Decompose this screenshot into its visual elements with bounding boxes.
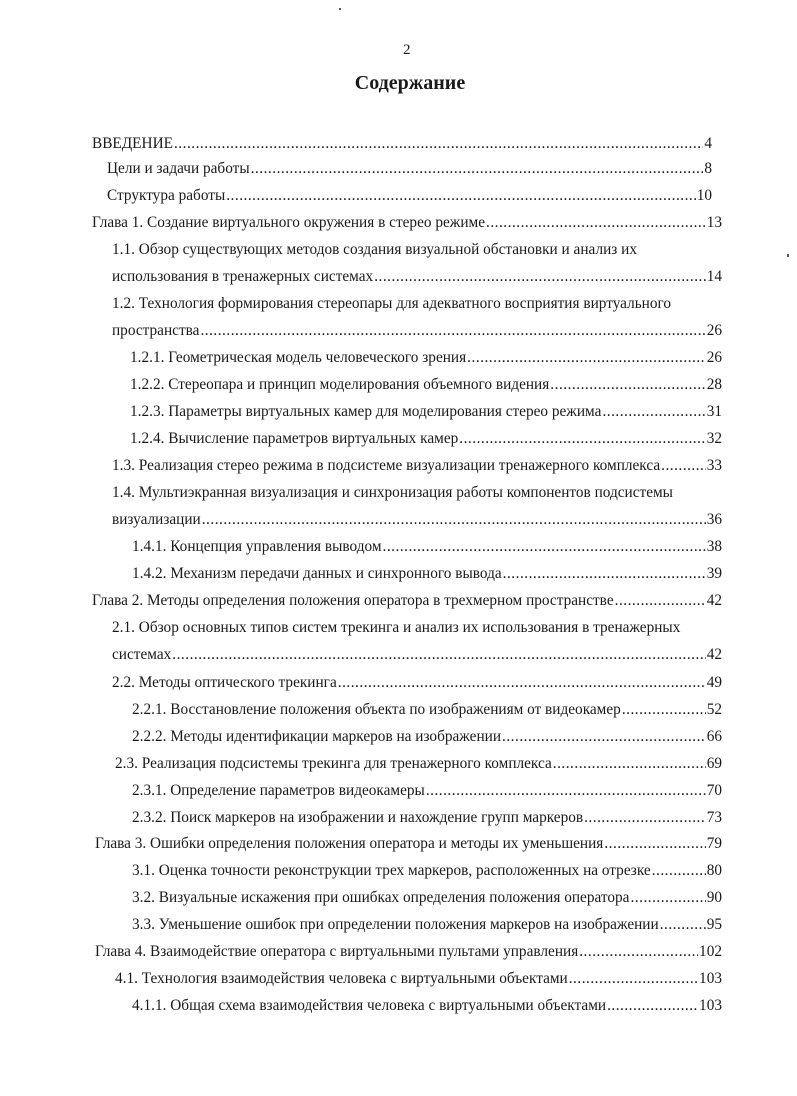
toc-entry-page: 28 [706, 376, 722, 393]
toc-entry[interactable] [95, 942, 722, 962]
toc-entry-page: 69 [706, 755, 722, 772]
toc-entry-page: 103 [699, 997, 722, 1014]
toc-entry-page: 49 [706, 674, 722, 691]
toc-entry-page: 79 [706, 835, 722, 852]
toc-entry[interactable] [132, 700, 722, 720]
toc-entry-title: 3.1. Оценка точности реконструкции трех маркеров, расположенных на отрезке [132, 862, 651, 879]
dot-leader [459, 429, 705, 449]
toc-entry-page: 31 [706, 403, 722, 420]
toc-entry[interactable] [112, 267, 722, 287]
toc-entry[interactable] [112, 321, 722, 341]
dot-leader [615, 591, 706, 611]
toc-entry[interactable] [130, 375, 722, 395]
toc-entry-title: Глава 3. Ошибки определения положения оператора и методы их уменьшения [95, 835, 604, 852]
toc-entry-page: 73 [706, 809, 722, 826]
toc-entry-page: 10 [696, 187, 712, 204]
toc-entry[interactable] [132, 727, 722, 747]
dot-leader [607, 996, 698, 1016]
toc-entry[interactable] [107, 159, 712, 179]
dot-leader [172, 645, 705, 665]
toc-entry-title: 1.4. Мультиэкранная визуализация и синхронизация работы компонентов подсистемы [112, 484, 673, 501]
toc-entry[interactable] [115, 969, 722, 989]
toc-entry-title: 1.3. Реализация стерео режима в подсистеме визуализации тренажерного комплекса [112, 457, 661, 474]
dot-leader [338, 673, 706, 693]
toc-entry-title-continuation: использования в тренажерных системах [112, 268, 374, 285]
toc-entry[interactable] [92, 134, 712, 154]
toc-entry-page: 36 [706, 511, 722, 528]
dot-leader [579, 942, 698, 962]
toc-entry-page: 102 [699, 943, 722, 960]
toc-entry-title: 2.2. Методы оптического трекинга [112, 674, 337, 691]
toc-entry-title: Глава 1. Создание виртуального окружения в стерео режиме [92, 214, 485, 231]
toc-entry-page: 4 [704, 135, 712, 152]
toc-entry-title: 3.3. Уменьшение ошибок при определении положения маркеров на изображении [132, 916, 659, 933]
dot-leader [630, 888, 705, 908]
dot-leader [486, 213, 706, 233]
dot-leader [383, 537, 706, 557]
toc-entry-page: 32 [706, 430, 722, 447]
toc-entry-title: 1.2.1. Геометрическая модель человеческого зрения [130, 349, 467, 366]
toc-entry[interactable] [115, 754, 722, 774]
dot-leader [622, 700, 706, 720]
toc-entry[interactable] [112, 294, 722, 314]
page-title: Содержание [354, 72, 466, 94]
toc-entry-page: 38 [706, 538, 722, 555]
toc-entry[interactable] [130, 348, 722, 368]
toc-entry-page: 13 [706, 214, 722, 231]
toc-entry-title: ВВЕДЕНИЕ [92, 135, 173, 152]
dot-leader [202, 510, 706, 530]
toc-entry-page: 90 [706, 889, 722, 906]
toc-entry-title: Глава 2. Методы определения положения оператора в трехмерном пространстве [92, 592, 614, 609]
dot-leader [174, 134, 703, 154]
dot-leader [467, 348, 706, 368]
toc-entry-title: Глава 4. Взаимодействие оператора с виртуальными пультами управления [95, 943, 579, 960]
toc-entry-page: 39 [706, 565, 722, 582]
dot-leader [553, 754, 706, 774]
toc-entry[interactable] [132, 888, 722, 908]
page-number: 2 [403, 42, 411, 58]
toc-entry-title: 2.3.2. Поиск маркеров на изображении и нахождение групп маркеров [132, 809, 584, 826]
toc-entry-title: 2.2.2. Методы идентификации маркеров на изображении [132, 728, 502, 745]
toc-entry-page: 42 [706, 646, 722, 663]
toc-entry-title-continuation: визуализации [112, 511, 201, 528]
dot-leader [503, 564, 706, 584]
toc-entry[interactable] [132, 781, 722, 801]
toc-entry[interactable] [132, 564, 722, 584]
toc-entry-page: 103 [699, 970, 722, 987]
toc-entry-page: 8 [704, 160, 712, 177]
toc-entry[interactable] [112, 618, 722, 638]
toc-entry-title: Структура работы [107, 187, 226, 204]
toc-entry-page: 80 [706, 862, 722, 879]
scan-speck [787, 254, 789, 257]
toc-entry[interactable] [132, 808, 722, 828]
toc-entry-page: 70 [706, 782, 722, 799]
toc-entry-title: 3.2. Визуальные искажения при ошибках определения положения оператора [132, 889, 630, 906]
scan-speck [339, 8, 341, 10]
toc-entry-title-continuation: системах [112, 646, 172, 663]
toc-entry[interactable] [112, 645, 722, 665]
dot-leader [226, 186, 695, 206]
toc-entry-page: 33 [706, 457, 722, 474]
toc-entry-title: 1.2.4. Вычисление параметров виртуальных камер [130, 430, 459, 447]
toc-entry[interactable] [112, 483, 722, 503]
toc-entry-page: 26 [706, 322, 722, 339]
toc-entry-title: 2.1. Обзор основных типов систем трекинга и анализ их использования в тренажерных [112, 619, 681, 636]
toc-entry-title: 1.4.1. Концепция управления выводом [132, 538, 382, 555]
toc-entry[interactable] [132, 537, 722, 557]
toc-entry-title: 1.2.3. Параметры виртуальных камер для моделирования стерео режима [130, 403, 602, 420]
toc-entry[interactable] [107, 186, 712, 206]
toc-entry[interactable] [130, 429, 722, 449]
dot-leader [660, 915, 706, 935]
dot-leader [550, 375, 705, 395]
dot-leader [200, 321, 705, 341]
toc-entry[interactable] [92, 591, 722, 611]
toc-entry[interactable] [132, 915, 722, 935]
toc-entry[interactable] [112, 510, 722, 530]
toc-entry[interactable] [95, 834, 722, 854]
toc-entry[interactable] [92, 213, 722, 233]
dot-leader [602, 402, 705, 422]
dot-leader [426, 781, 706, 801]
toc-entry[interactable] [132, 996, 722, 1016]
toc-entry-title: 2.3.1. Определение параметров видеокамеры [132, 782, 425, 799]
dot-leader [569, 969, 698, 989]
toc-entry-title: 1.2. Технология формирования стереопары для адекватного восприятия виртуального [112, 295, 672, 312]
toc-entry-title-continuation: пространства [112, 322, 200, 339]
toc-entry-title: 4.1.1. Общая схема взаимодействия человека с виртуальными объектами [132, 997, 607, 1014]
toc-entry[interactable] [130, 402, 722, 422]
toc-entry-title: 2.3. Реализация подсистемы трекинга для тренажерного комплекса [115, 755, 552, 772]
toc-entry[interactable] [132, 861, 722, 881]
toc-entry[interactable] [112, 456, 722, 476]
dot-leader [584, 808, 706, 828]
toc-entry-title: 2.2.1. Восстановление положения объекта по изображениям от видеокамер [132, 701, 621, 718]
toc-entry[interactable] [112, 240, 722, 260]
toc-entry-title: 4.1. Технология взаимодействия человека с виртуальными объектами [115, 970, 568, 987]
toc-entry-page: 42 [706, 592, 722, 609]
toc-entry-title: Цели и задачи работы [107, 160, 250, 177]
toc-entry[interactable] [112, 673, 722, 693]
toc-entry-page: 66 [706, 728, 722, 745]
dot-leader [652, 861, 706, 881]
dot-leader [251, 159, 704, 179]
dot-leader [661, 456, 706, 476]
dot-leader [374, 267, 706, 287]
toc-entry-page: 26 [706, 349, 722, 366]
toc-entry-title: 1.4.2. Механизм передачи данных и синхронного вывода [132, 565, 502, 582]
toc-entry-title: 1.2.2. Стереопара и принцип моделирования объемного видения [130, 376, 550, 393]
dot-leader [604, 834, 705, 854]
dot-leader [502, 727, 706, 747]
toc-entry-page: 14 [706, 268, 722, 285]
toc-entry-page: 52 [706, 701, 722, 718]
toc-entry-page: 95 [706, 916, 722, 933]
toc-entry-title: 1.1. Обзор существующих методов создания визуальной обстановки и анализ их [112, 241, 637, 258]
